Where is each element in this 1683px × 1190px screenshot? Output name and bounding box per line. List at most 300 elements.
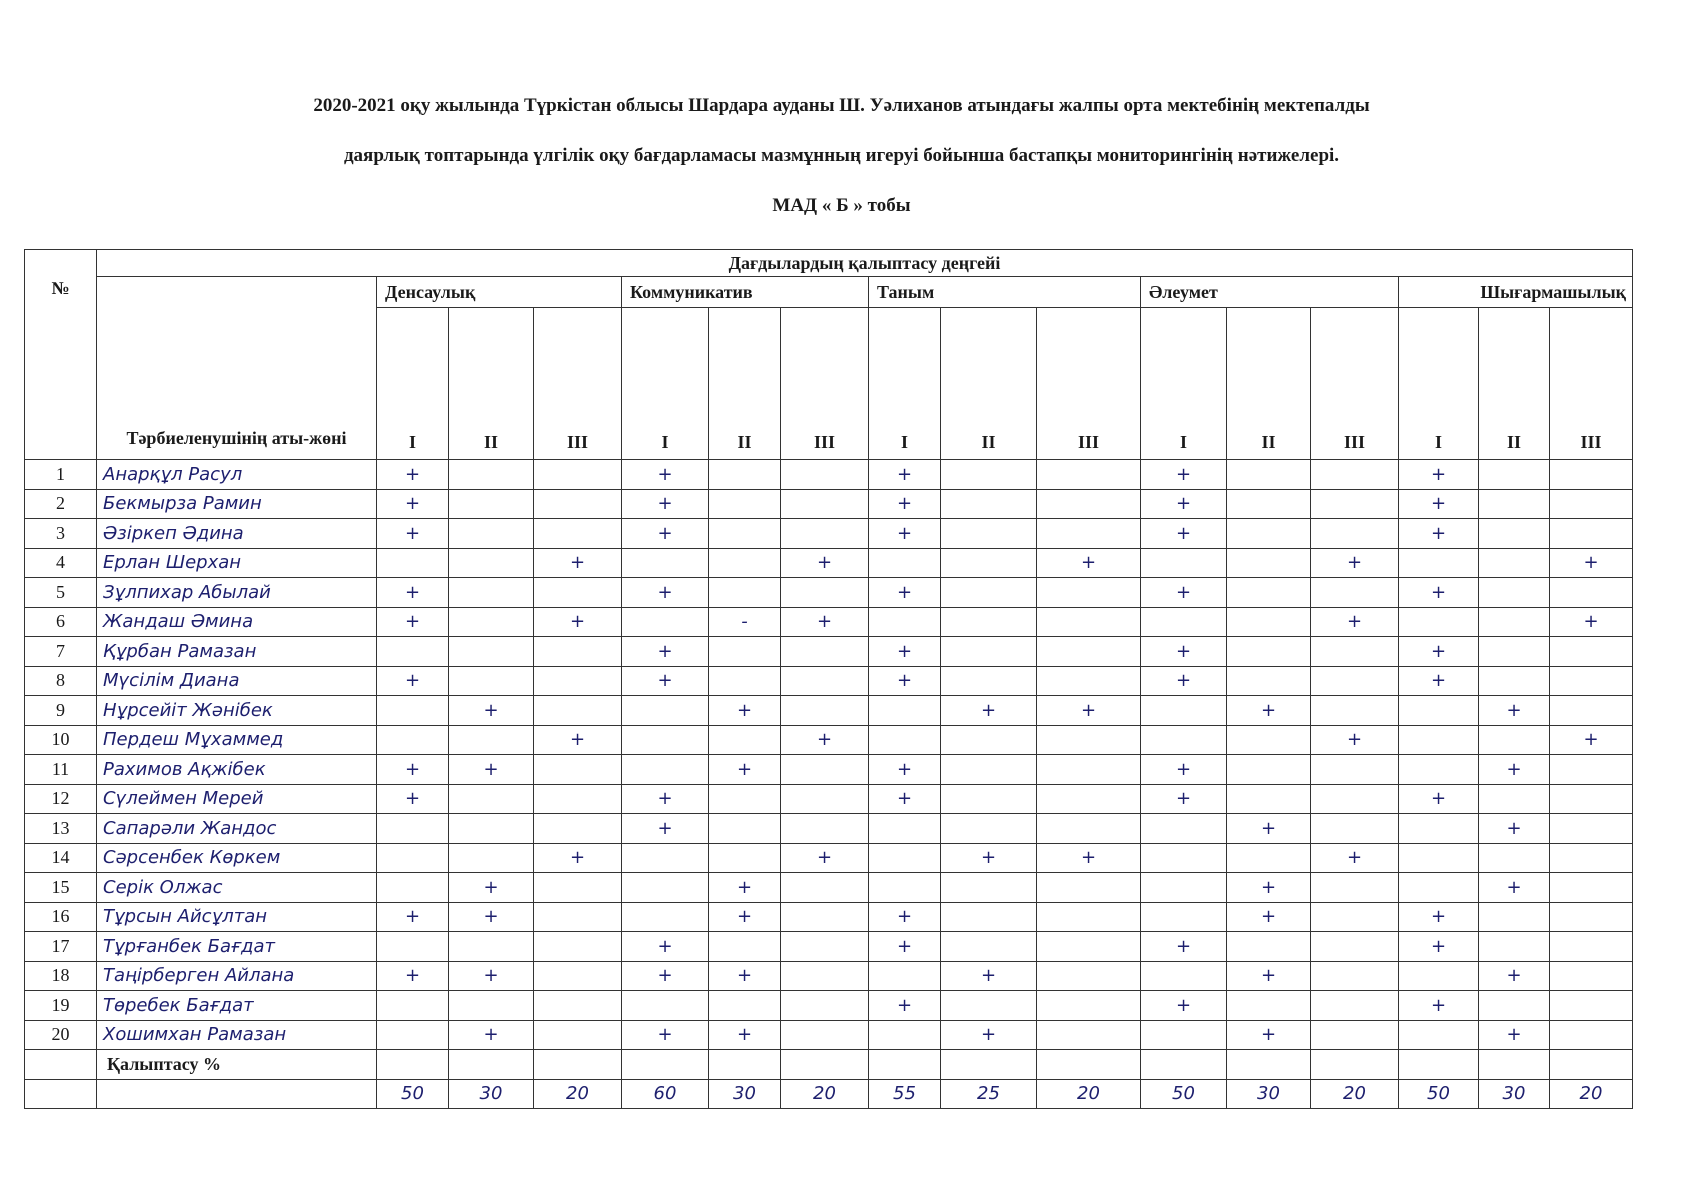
- skill-mark-cell: [869, 843, 941, 873]
- skill-mark-cell: +: [1399, 902, 1479, 932]
- row-number: 13: [25, 814, 97, 844]
- skill-mark-cell: [941, 814, 1037, 844]
- skill-mark-cell: [1550, 902, 1633, 932]
- skill-mark-cell: [534, 1020, 622, 1050]
- skill-mark-cell: +: [622, 784, 709, 814]
- skill-mark-cell: +: [622, 1020, 709, 1050]
- skill-mark-cell: [869, 725, 941, 755]
- category-header-communicative: Коммуникатив: [622, 277, 869, 308]
- level-header: I: [869, 308, 941, 460]
- skill-mark-cell: [1550, 961, 1633, 991]
- skill-mark-cell: +: [709, 873, 781, 903]
- skill-mark-cell: [709, 666, 781, 696]
- skill-mark-cell: [869, 548, 941, 578]
- skill-mark-cell: [1141, 814, 1227, 844]
- row-number: 18: [25, 961, 97, 991]
- skill-mark-cell: [1311, 873, 1399, 903]
- document-title-line-1: 2020-2021 оқу жылында Түркістан облысы Шардара ауданы Ш. Уәлиханов атындағы жалпы орта мектебінің мектепалды: [313, 95, 1370, 116]
- student-row: [25, 991, 1633, 1021]
- skill-mark-cell: [941, 991, 1037, 1021]
- skill-mark-cell: [941, 932, 1037, 962]
- skill-mark-cell: +: [1399, 932, 1479, 962]
- skill-mark-cell: [1037, 519, 1141, 549]
- row-number: 1: [25, 460, 97, 490]
- skill-mark-cell: [1550, 489, 1633, 519]
- skill-mark-cell: [1550, 1020, 1633, 1050]
- skill-mark-cell: +: [622, 666, 709, 696]
- skill-mark-cell: +: [1037, 843, 1141, 873]
- skill-mark-cell: [1311, 519, 1399, 549]
- skill-mark-cell: +: [1479, 1020, 1550, 1050]
- skill-mark-cell: [622, 902, 709, 932]
- skill-mark-cell: [1311, 696, 1399, 726]
- skill-mark-cell: [1550, 755, 1633, 785]
- level-header: III: [1037, 308, 1141, 460]
- skill-mark-cell: +: [781, 843, 869, 873]
- skill-mark-cell: [709, 784, 781, 814]
- skill-mark-cell: +: [1479, 873, 1550, 903]
- empty-cell: [534, 1050, 622, 1080]
- skill-mark-cell: [1311, 961, 1399, 991]
- skill-mark-cell: [1479, 578, 1550, 608]
- skill-mark-cell: [1399, 696, 1479, 726]
- student-name: Хошимхан Рамазан: [97, 1020, 377, 1050]
- skill-mark-cell: +: [1311, 843, 1399, 873]
- skill-mark-cell: [1037, 873, 1141, 903]
- empty-cell: [25, 1079, 97, 1109]
- skill-mark-cell: [1311, 578, 1399, 608]
- skill-mark-cell: [1037, 578, 1141, 608]
- skill-mark-cell: [1227, 666, 1311, 696]
- skill-mark-cell: [1479, 519, 1550, 549]
- student-row: [25, 932, 1633, 962]
- skill-mark-cell: [1227, 755, 1311, 785]
- skill-mark-cell: +: [622, 637, 709, 667]
- skill-mark-cell: [1037, 637, 1141, 667]
- skill-mark-cell: [709, 725, 781, 755]
- student-row: [25, 961, 1633, 991]
- skill-mark-cell: +: [1141, 932, 1227, 962]
- skill-mark-cell: [1227, 489, 1311, 519]
- skill-mark-cell: +: [377, 460, 449, 490]
- skill-mark-cell: [622, 873, 709, 903]
- skill-mark-cell: [709, 637, 781, 667]
- skill-mark-cell: [1550, 873, 1633, 903]
- skill-mark-cell: [1479, 843, 1550, 873]
- skill-mark-cell: [1399, 1020, 1479, 1050]
- skill-mark-cell: [1550, 843, 1633, 873]
- skill-mark-cell: +: [377, 902, 449, 932]
- skill-mark-cell: +: [1141, 755, 1227, 785]
- skill-mark-cell: [1311, 489, 1399, 519]
- skill-mark-cell: +: [377, 578, 449, 608]
- skill-mark-cell: [1479, 637, 1550, 667]
- student-row: [25, 902, 1633, 932]
- empty-cell: [1479, 1050, 1550, 1080]
- skill-mark-cell: [781, 637, 869, 667]
- skill-mark-cell: [1311, 666, 1399, 696]
- skill-mark-cell: [1550, 578, 1633, 608]
- empty-cell: [622, 1050, 709, 1080]
- formation-percent-value: 30: [1479, 1079, 1550, 1109]
- skill-mark-cell: +: [377, 755, 449, 785]
- skill-mark-cell: [781, 991, 869, 1021]
- skill-mark-cell: [377, 725, 449, 755]
- empty-cell: [869, 1050, 941, 1080]
- skill-mark-cell: [449, 814, 534, 844]
- row-number: 20: [25, 1020, 97, 1050]
- skill-mark-cell: [1037, 902, 1141, 932]
- skill-mark-cell: [1037, 814, 1141, 844]
- student-row: [25, 843, 1633, 873]
- skill-mark-cell: [449, 489, 534, 519]
- skill-mark-cell: [709, 932, 781, 962]
- level-header: I: [622, 308, 709, 460]
- skill-mark-cell: [1037, 991, 1141, 1021]
- empty-cell: [25, 1050, 97, 1080]
- formation-percent-value: 20: [534, 1079, 622, 1109]
- skill-mark-cell: [1550, 991, 1633, 1021]
- skill-mark-cell: +: [1311, 548, 1399, 578]
- skill-mark-cell: [869, 814, 941, 844]
- skill-mark-cell: [377, 1020, 449, 1050]
- skill-mark-cell: +: [1141, 489, 1227, 519]
- skill-mark-cell: [941, 902, 1037, 932]
- skill-mark-cell: [1227, 784, 1311, 814]
- student-name: Құрбан Рамазан: [97, 637, 377, 667]
- skill-mark-cell: [1311, 1020, 1399, 1050]
- skill-mark-cell: [1311, 814, 1399, 844]
- student-name: Таңірберген Айлана: [97, 961, 377, 991]
- skill-mark-cell: [1227, 843, 1311, 873]
- skill-mark-cell: +: [1141, 637, 1227, 667]
- skill-mark-cell: +: [1399, 991, 1479, 1021]
- skill-mark-cell: [622, 755, 709, 785]
- row-number: 12: [25, 784, 97, 814]
- skill-mark-cell: [1311, 460, 1399, 490]
- skill-mark-cell: [534, 489, 622, 519]
- skill-mark-cell: [1227, 725, 1311, 755]
- skill-mark-cell: +: [1227, 1020, 1311, 1050]
- level-header: II: [709, 308, 781, 460]
- skill-mark-cell: [377, 637, 449, 667]
- empty-cell: [781, 1050, 869, 1080]
- skill-mark-cell: +: [1399, 637, 1479, 667]
- skill-mark-cell: [1550, 460, 1633, 490]
- student-row: [25, 755, 1633, 785]
- skill-mark-cell: [622, 607, 709, 637]
- skill-mark-cell: +: [781, 725, 869, 755]
- formation-percent-value: 20: [1037, 1079, 1141, 1109]
- skill-mark-cell: [709, 578, 781, 608]
- skill-mark-cell: +: [377, 519, 449, 549]
- skill-mark-cell: +: [869, 784, 941, 814]
- skill-mark-cell: +: [622, 460, 709, 490]
- skill-mark-cell: [781, 666, 869, 696]
- skill-mark-cell: +: [1399, 519, 1479, 549]
- student-row: [25, 548, 1633, 578]
- skill-mark-cell: [1479, 548, 1550, 578]
- skill-mark-cell: [449, 607, 534, 637]
- skill-mark-cell: [1227, 607, 1311, 637]
- row-number: 5: [25, 578, 97, 608]
- student-name: Сәрсенбек Көркем: [97, 843, 377, 873]
- skill-mark-cell: [1227, 991, 1311, 1021]
- empty-cell: [97, 1079, 377, 1109]
- skill-mark-cell: [781, 814, 869, 844]
- skill-mark-cell: [1141, 843, 1227, 873]
- skill-mark-cell: [1550, 519, 1633, 549]
- student-name: Сапарәли Жандос: [97, 814, 377, 844]
- skill-mark-cell: [1479, 460, 1550, 490]
- skill-mark-cell: +: [869, 932, 941, 962]
- student-name: Ерлан Шерхан: [97, 548, 377, 578]
- skill-mark-cell: [449, 637, 534, 667]
- skill-mark-cell: [709, 548, 781, 578]
- student-row: [25, 578, 1633, 608]
- student-name: Мүсілім Диана: [97, 666, 377, 696]
- skill-mark-cell: [1227, 578, 1311, 608]
- student-row: [25, 784, 1633, 814]
- row-number: 3: [25, 519, 97, 549]
- skill-mark-cell: [941, 873, 1037, 903]
- skill-mark-cell: [941, 578, 1037, 608]
- skill-mark-cell: +: [1227, 961, 1311, 991]
- skill-mark-cell: [1479, 607, 1550, 637]
- skill-mark-cell: +: [1550, 725, 1633, 755]
- skill-mark-cell: +: [449, 696, 534, 726]
- level-header: II: [1227, 308, 1311, 460]
- skill-mark-cell: [449, 725, 534, 755]
- skill-mark-cell: +: [709, 961, 781, 991]
- skill-mark-cell: [534, 784, 622, 814]
- skill-mark-cell: +: [869, 991, 941, 1021]
- skill-mark-cell: [1479, 991, 1550, 1021]
- skill-mark-cell: +: [1399, 666, 1479, 696]
- skill-mark-cell: [377, 873, 449, 903]
- skill-mark-cell: [941, 489, 1037, 519]
- skill-mark-cell: +: [1479, 696, 1550, 726]
- skill-mark-cell: [709, 519, 781, 549]
- student-name: Зұлпихар Абылай: [97, 578, 377, 608]
- group-name: МАД « Б » тобы: [772, 195, 911, 216]
- row-number: 4: [25, 548, 97, 578]
- skill-mark-cell: +: [709, 755, 781, 785]
- skill-mark-cell: +: [781, 607, 869, 637]
- skill-mark-cell: +: [1141, 784, 1227, 814]
- skill-mark-cell: [1479, 784, 1550, 814]
- skill-mark-cell: [1311, 755, 1399, 785]
- formation-percent-value: 25: [941, 1079, 1037, 1109]
- skill-mark-cell: [781, 961, 869, 991]
- student-name: Пердеш Мұхаммед: [97, 725, 377, 755]
- student-name: Серік Олжас: [97, 873, 377, 903]
- skill-mark-cell: [1141, 1020, 1227, 1050]
- skill-mark-cell: [781, 932, 869, 962]
- summary-label-row: [25, 1050, 1633, 1080]
- row-number: 19: [25, 991, 97, 1021]
- skill-mark-cell: [1037, 932, 1141, 962]
- skills-level-header: Дағдылардың қалыптасу деңгейі: [97, 250, 1633, 277]
- skill-mark-cell: [449, 578, 534, 608]
- skill-mark-cell: +: [449, 1020, 534, 1050]
- skill-mark-cell: [622, 696, 709, 726]
- skill-mark-cell: +: [1141, 578, 1227, 608]
- category-header-health: Денсаулық: [377, 277, 622, 308]
- skill-mark-cell: [1037, 607, 1141, 637]
- monitoring-table: [24, 249, 1633, 1109]
- skill-mark-cell: +: [1399, 460, 1479, 490]
- skill-mark-cell: [781, 784, 869, 814]
- skill-mark-cell: [1141, 696, 1227, 726]
- skill-mark-cell: [1037, 460, 1141, 490]
- skill-mark-cell: [449, 843, 534, 873]
- skill-mark-cell: [534, 696, 622, 726]
- formation-percent-value: 30: [1227, 1079, 1311, 1109]
- skill-mark-cell: [1479, 666, 1550, 696]
- skill-mark-cell: [1311, 784, 1399, 814]
- empty-cell: [1227, 1050, 1311, 1080]
- skill-mark-cell: [377, 814, 449, 844]
- level-header: I: [1141, 308, 1227, 460]
- formation-percent-value: 30: [449, 1079, 534, 1109]
- row-number: 11: [25, 755, 97, 785]
- skill-mark-cell: [1037, 755, 1141, 785]
- skill-mark-cell: [449, 666, 534, 696]
- student-name: Рахимов Ақжібек: [97, 755, 377, 785]
- skill-mark-cell: [1399, 755, 1479, 785]
- skill-mark-cell: [1227, 519, 1311, 549]
- skill-mark-cell: +: [869, 666, 941, 696]
- skill-mark-cell: +: [1037, 548, 1141, 578]
- skill-mark-cell: +: [622, 489, 709, 519]
- percentage-row: [25, 1079, 1633, 1109]
- row-number: 14: [25, 843, 97, 873]
- student-row: [25, 725, 1633, 755]
- skill-mark-cell: [709, 843, 781, 873]
- skill-mark-cell: [534, 637, 622, 667]
- skill-mark-cell: [1311, 991, 1399, 1021]
- skill-mark-cell: [534, 873, 622, 903]
- skill-mark-cell: [1227, 637, 1311, 667]
- level-header: I: [1399, 308, 1479, 460]
- skill-mark-cell: +: [1399, 578, 1479, 608]
- student-row: [25, 637, 1633, 667]
- row-number: 16: [25, 902, 97, 932]
- student-name: Жандаш Әмина: [97, 607, 377, 637]
- skill-mark-cell: +: [449, 755, 534, 785]
- skill-mark-cell: +: [1399, 489, 1479, 519]
- skill-mark-cell: [869, 1020, 941, 1050]
- skill-mark-cell: [1141, 961, 1227, 991]
- skill-mark-cell: [1227, 460, 1311, 490]
- level-header: III: [781, 308, 869, 460]
- skill-mark-cell: [1037, 784, 1141, 814]
- skill-mark-cell: [781, 696, 869, 726]
- skill-mark-cell: [709, 814, 781, 844]
- skill-mark-cell: [534, 961, 622, 991]
- student-name: Сүлеймен Мерей: [97, 784, 377, 814]
- skill-mark-cell: +: [869, 637, 941, 667]
- skill-mark-cell: +: [1227, 696, 1311, 726]
- skill-mark-cell: [1037, 1020, 1141, 1050]
- skill-mark-cell: +: [534, 548, 622, 578]
- skill-mark-cell: [781, 902, 869, 932]
- skill-mark-cell: [1550, 814, 1633, 844]
- skill-mark-cell: +: [377, 666, 449, 696]
- skill-mark-cell: [781, 578, 869, 608]
- skill-mark-cell: [377, 696, 449, 726]
- skill-mark-cell: [941, 460, 1037, 490]
- skill-mark-cell: [1311, 902, 1399, 932]
- skill-mark-cell: [1227, 932, 1311, 962]
- skill-mark-cell: [941, 519, 1037, 549]
- skill-mark-cell: [1550, 696, 1633, 726]
- student-name: Төребек Бағдат: [97, 991, 377, 1021]
- skill-mark-cell: +: [1479, 755, 1550, 785]
- row-number: 17: [25, 932, 97, 962]
- skill-mark-cell: [781, 460, 869, 490]
- skill-mark-cell: +: [1550, 607, 1633, 637]
- skill-mark-cell: [377, 548, 449, 578]
- level-header: II: [1479, 308, 1550, 460]
- skill-mark-cell: [1311, 932, 1399, 962]
- skill-mark-cell: [449, 991, 534, 1021]
- skill-mark-cell: [941, 755, 1037, 785]
- skill-mark-cell: [1141, 725, 1227, 755]
- skill-mark-cell: [1141, 902, 1227, 932]
- skill-mark-cell: [1399, 607, 1479, 637]
- row-number: 7: [25, 637, 97, 667]
- skill-mark-cell: +: [869, 755, 941, 785]
- skill-mark-cell: +: [869, 489, 941, 519]
- skill-mark-cell: +: [1037, 696, 1141, 726]
- skill-mark-cell: [709, 489, 781, 519]
- skill-mark-cell: +: [1141, 460, 1227, 490]
- skill-mark-cell: [781, 755, 869, 785]
- skill-mark-cell: [1037, 489, 1141, 519]
- number-column-header: №: [25, 250, 97, 460]
- formation-percent-value: 20: [1550, 1079, 1633, 1109]
- skill-mark-cell: [622, 725, 709, 755]
- skill-mark-cell: [622, 991, 709, 1021]
- skill-mark-cell: [1311, 637, 1399, 667]
- skill-mark-cell: [781, 1020, 869, 1050]
- skill-mark-cell: +: [781, 548, 869, 578]
- skill-mark-cell: [1479, 489, 1550, 519]
- skill-mark-cell: [449, 932, 534, 962]
- skill-mark-cell: [869, 607, 941, 637]
- skill-mark-cell: [1141, 873, 1227, 903]
- skill-mark-cell: +: [377, 961, 449, 991]
- skill-mark-cell: +: [1550, 548, 1633, 578]
- skill-mark-cell: [781, 873, 869, 903]
- formation-percent-value: 50: [1141, 1079, 1227, 1109]
- skill-mark-cell: [534, 666, 622, 696]
- student-row: [25, 519, 1633, 549]
- formation-percent-value: 30: [709, 1079, 781, 1109]
- skill-mark-cell: +: [869, 902, 941, 932]
- skill-mark-cell: [1399, 814, 1479, 844]
- formation-percent-value: 55: [869, 1079, 941, 1109]
- skill-mark-cell: +: [1141, 666, 1227, 696]
- skill-mark-cell: [534, 460, 622, 490]
- empty-cell: [377, 1050, 449, 1080]
- skill-mark-cell: +: [622, 578, 709, 608]
- skill-mark-cell: [709, 991, 781, 1021]
- skill-mark-cell: +: [622, 932, 709, 962]
- skill-mark-cell: -: [709, 607, 781, 637]
